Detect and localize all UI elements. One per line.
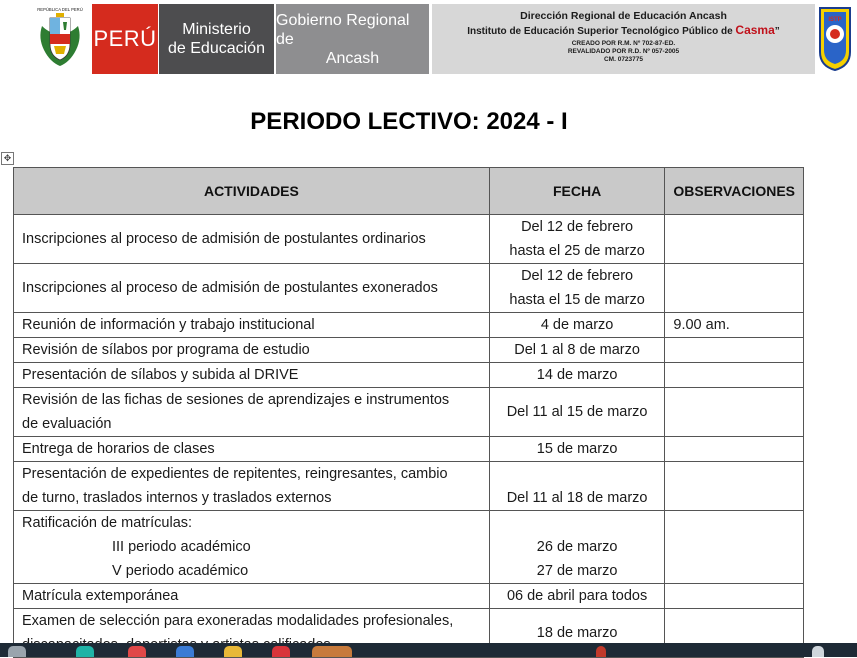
table-row: [14, 511, 804, 584]
gore-line1: Gobierno Regional de: [276, 11, 410, 48]
observation-cell: [665, 338, 804, 363]
date-cell: [489, 511, 665, 584]
table-row: [14, 215, 804, 264]
observation-cell: [665, 264, 804, 313]
activity-cell: Presentación de sílabos y subida al DRIVE: [14, 363, 490, 388]
taskbar-app-icon[interactable]: [76, 646, 94, 657]
peru-label: PERÚ: [93, 26, 157, 51]
taskbar-app-icon[interactable]: [8, 646, 26, 657]
institution-prefix: Instituto de Educación Superior Tecnológico Público de: [467, 26, 733, 37]
activity-cell: [14, 511, 490, 584]
taskbar-app-icon[interactable]: [272, 646, 290, 657]
date-cell: Del 11 al 15 de marzo: [489, 388, 665, 437]
table-row: [14, 584, 804, 609]
table-row: [14, 313, 804, 338]
observation-cell: [665, 437, 804, 462]
taskbar-app-icon[interactable]: [128, 646, 146, 657]
date-cell: 4 de marzo: [489, 313, 665, 338]
observation-cell: [665, 462, 804, 511]
date-line: hasta el 25 de marzo: [509, 243, 645, 259]
header-banner: [0, 0, 857, 76]
taskbar-app-icon[interactable]: [176, 646, 194, 657]
date-line: Del 12 de febrero: [521, 268, 634, 284]
date-line: hasta el 15 de marzo: [509, 292, 645, 308]
date-cell: 15 de marzo: [489, 437, 665, 462]
date-cell: [489, 215, 665, 264]
activity-line: de evaluación: [22, 416, 112, 432]
activity-line: Ratificación de matrículas:: [22, 515, 193, 531]
observation-cell: [665, 215, 804, 264]
table-row: [14, 437, 804, 462]
activity-cell: Inscripciones al proceso de admisión de postulantes exonerados: [14, 264, 490, 313]
institution-line1: Dirección Regional de Educación Ancash: [520, 10, 727, 22]
date-line: 27 de marzo: [536, 563, 618, 579]
table-row: [14, 264, 804, 313]
peru-logo: [92, 4, 158, 74]
header-activities: ACTIVIDADES: [14, 168, 490, 215]
table-row: [14, 338, 804, 363]
gore-logo: [276, 4, 429, 74]
header-date: FECHA: [489, 168, 665, 215]
activity-line: Examen de selección para exoneradas modalidades profesionales,: [22, 613, 454, 629]
observation-cell: [665, 511, 804, 584]
observation-cell: [665, 363, 804, 388]
activity-cell: Entrega de horarios de clases: [14, 437, 490, 462]
date-cell: Del 11 al 18 de marzo: [489, 462, 665, 511]
institution-revalidated: REVALIDADO POR R.D. Nº 057-2005: [567, 48, 680, 55]
date-line: 26 de marzo: [536, 539, 618, 555]
institution-cm: CM. 0723775: [603, 56, 644, 63]
activity-subline: III periodo académico: [112, 539, 251, 555]
observation-cell: 9.00 am.: [665, 313, 804, 338]
institution-casma: Casma: [735, 23, 775, 37]
activity-cell: Revisión de sílabos por programa de estudio: [14, 338, 490, 363]
activity-cell: Inscripciones al proceso de admisión de postulantes ordinarios: [14, 215, 490, 264]
institution-box: [432, 4, 815, 74]
minedu-line1: Ministerio: [182, 21, 251, 38]
observation-cell: [665, 388, 804, 437]
activity-subline: V periodo académico: [112, 563, 249, 579]
date-line: Del 12 de febrero: [521, 219, 634, 235]
date-cell: [489, 264, 665, 313]
activity-cell: [14, 388, 490, 437]
svg-text:ISTP: ISTP: [828, 17, 842, 23]
taskbar-folder-icon[interactable]: [224, 646, 242, 657]
taskbar-tray-icon[interactable]: [812, 646, 824, 657]
table-row: [14, 388, 804, 437]
activity-cell: Matrícula extemporánea: [14, 584, 490, 609]
institution-created: CREADO POR R.M. Nº 702-87-ED.: [571, 40, 676, 47]
minedu-line2: de Educación: [168, 40, 265, 57]
observation-cell: [665, 584, 804, 609]
activity-cell: [14, 462, 490, 511]
activity-line: de turno, traslados internos y traslados externos: [22, 490, 332, 506]
activities-table: [13, 167, 804, 658]
activity-cell: Reunión de información y trabajo institucional: [14, 313, 490, 338]
activity-line: Presentación de expedientes de repitentes, reingresantes, cambio: [22, 466, 448, 482]
table-move-handle-icon[interactable]: ✥: [1, 152, 14, 165]
coat-of-arms-icon: [36, 4, 84, 70]
institute-logo-icon: [818, 4, 852, 72]
institution-line2: [432, 23, 815, 37]
minedu-logo: [159, 4, 274, 74]
activity-line: Revisión de las fichas de sesiones de aprendizajes e instrumentos: [22, 392, 450, 408]
date-cell: 18 de marzo: [489, 609, 665, 658]
table-header-row: [14, 168, 804, 215]
date-cell: Del 1 al 8 de marzo: [489, 338, 665, 363]
header-observations: OBSERVACIONES: [665, 168, 804, 215]
table-row: [14, 462, 804, 511]
page-title: PERIODO LECTIVO: 2024 - I: [250, 108, 568, 135]
date-cell: 14 de marzo: [489, 363, 665, 388]
institution-suffix: ”: [774, 26, 780, 37]
taskbar-active-app-icon[interactable]: [312, 646, 352, 657]
taskbar-tray-icon[interactable]: [596, 646, 606, 657]
svg-text:REPÚBLICA DEL PERÚ: REPÚBLICA DEL PERÚ: [37, 7, 83, 12]
date-cell: 06 de abril para todos: [489, 584, 665, 609]
table-row: [14, 363, 804, 388]
gore-line2: Ancash: [325, 49, 380, 67]
